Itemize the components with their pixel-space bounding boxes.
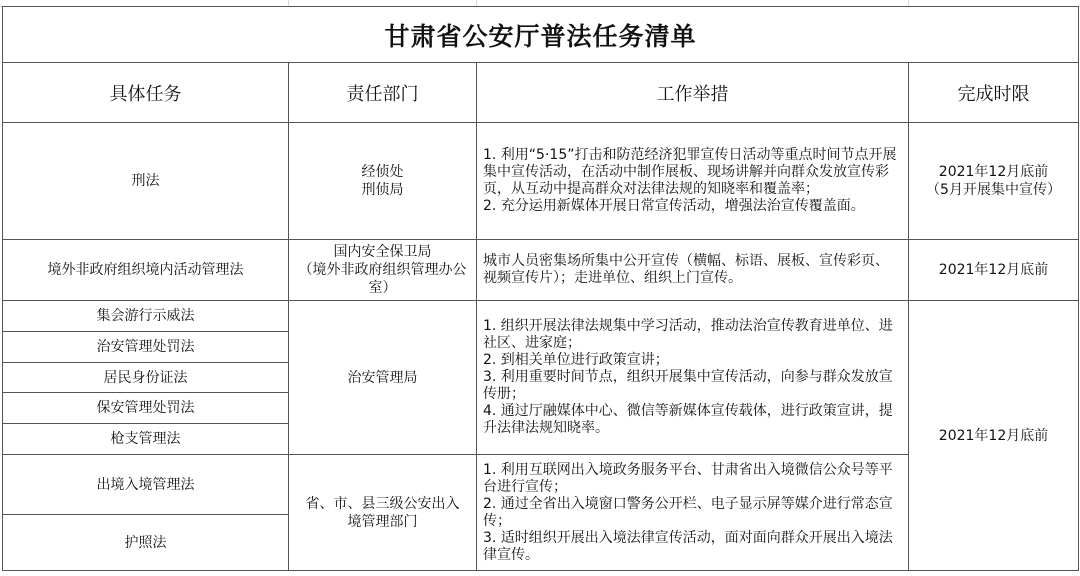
measure-item: 1. 利用互联网出入境政务服务平台、甘肃省出入境微信公众号等平台进行宣传；: [483, 461, 893, 495]
task-passport-law: 护照法: [3, 515, 289, 571]
dept-line: 经侦处: [361, 164, 404, 180]
task-ngo-law: 境外非政府组织境内活动管理法: [3, 240, 289, 301]
measure-item: 2. 到相关单位进行政策宣讲；: [483, 352, 669, 368]
deadline-security-and-entry: 2021年12月底前: [909, 301, 1079, 571]
measures-ngo: [477, 240, 909, 301]
dept-line: 刑侦局: [361, 182, 404, 198]
dept-line: 国内安全保卫局: [333, 244, 432, 260]
task-exit-entry-law: 出境入境管理法: [3, 455, 289, 515]
measure-item: 城市人员密集场所集中公开宣传（横幅、标语、展板、宣传彩页、视频宣传片）；走进单位、组织上门宣传。: [483, 253, 889, 286]
deadline-criminal: [909, 123, 1079, 240]
measures-criminal: [477, 123, 909, 240]
dept-line: 境管理部门: [347, 513, 418, 530]
task-security-service-law: 保安管理处罚法: [3, 393, 289, 424]
task-public-order-law: 治安管理处罚法: [3, 332, 289, 363]
measure-item: 2. 充分运用新媒体开展日常宣传活动，增强法治宣传覆盖面。: [483, 198, 865, 214]
measure-item: 4. 通过厅融媒体中心、微信等新媒体宣传载体，进行政策宣讲，提升法律法规知晓率。: [483, 403, 893, 436]
header-dept: 责任部门: [289, 63, 477, 123]
measure-item: 1. 利用“5·15”打击和防范经济犯罪宣传日活动等重点时间节点开展集中宣传活动，在活动中制作展板、现场讲解并向群众发放宣传彩页，从互动中提高群众对法律法规的知晓率和覆盖率；: [483, 147, 897, 197]
dept-exit-entry: [289, 455, 477, 571]
header-deadline: 完成时限: [909, 63, 1079, 123]
table-title: 甘肃省公安厅普法任务清单: [3, 7, 1079, 63]
dept-public-security: 治安管理局: [289, 301, 477, 455]
header-task: 具体任务: [3, 63, 289, 123]
task-list-table: [2, 6, 1079, 571]
header-measures: 工作举措: [477, 63, 909, 123]
dept-line: 省、市、县三级公安出入: [305, 495, 460, 512]
measure-item: 3. 适时组织开展出入境法律宣传活动，面对面向群众开展出入境法律宣传。: [483, 529, 893, 563]
measure-item: 2. 通过全省出入境窗口警务公开栏、电子显示屏等媒介进行常态宣传；: [483, 495, 893, 529]
deadline-line: 2021年12月底前: [938, 164, 1049, 180]
task-id-card-law: 居民身份证法: [3, 363, 289, 393]
deadline-line: （5月开展集中宣传）: [926, 182, 1061, 198]
dept-criminal: [289, 123, 477, 240]
task-firearms-law: 枪支管理法: [3, 424, 289, 455]
measure-item: 3. 利用重要时间节点，组织开展集中宣传活动，向参与群众发放宣传册；: [483, 369, 893, 402]
dept-ngo: [289, 240, 477, 301]
task-criminal-law: 刑法: [3, 123, 289, 240]
deadline-ngo: 2021年12月底前: [909, 240, 1079, 301]
task-assembly-law: 集会游行示威法: [3, 301, 289, 332]
measures-exit-entry: [477, 455, 909, 571]
dept-line: （境外非政府组织管理办公室）: [298, 262, 467, 296]
measures-public-security: [477, 301, 909, 455]
measure-item: 1. 组织开展法律法规集中学习活动，推动法治宣传教育进单位、进社区、进家庭；: [483, 318, 893, 351]
